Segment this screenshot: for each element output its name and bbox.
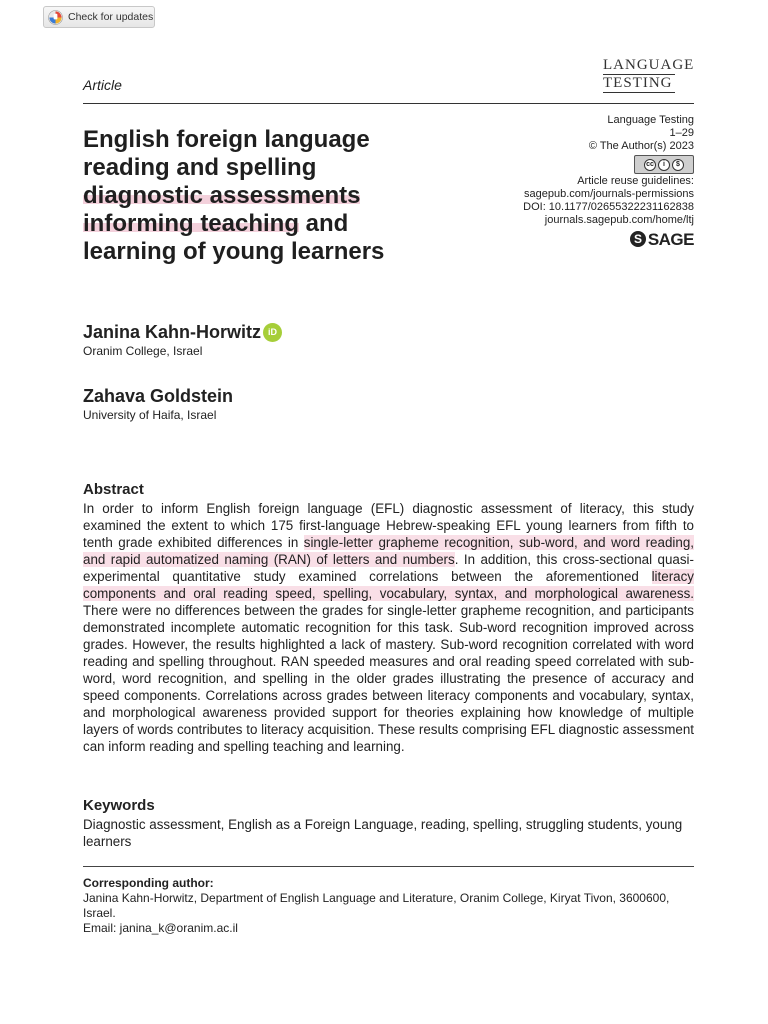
cc-icon: cc: [644, 159, 656, 171]
abstract-highlight-2: literacy components and oral reading speed, spelling, vocabulary, syntax, and morphological awareness.: [83, 569, 694, 601]
check-for-updates-label: Check for updates: [68, 11, 154, 23]
article-title: [83, 126, 443, 266]
page-range: 1–29: [669, 127, 694, 139]
author-1-name: Janina Kahn-Horwitz: [83, 322, 262, 342]
abstract-text-3: There were no differences between the grades for single-letter grapheme recognition, and participants demonstrated incomplete automatic recognition for this task. Sub-word recognition improved across grades. However, the results highlighted a lack of mastery. Sub-word recognition correlated with word reading and spelling throughout. RAN speeded measures and oral reading speed correlated with sub-word, word recognition, and spelling in the older grades illustrating the presence of accuracy and speed components. Correlations across grades between literacy components and vocabulary, syntax, and morphological awareness provided support for theories explaining how knowledge of multiple layers of words contributes to literacy acquisition. These results comprising EFL diagnostic assessment can inform reading and spelling teaching and learning.: [83, 603, 694, 754]
permissions-link[interactable]: sagepub.com/journals-permissions: [524, 188, 694, 200]
journal-home-link[interactable]: journals.sagepub.com/home/ltj: [544, 214, 694, 226]
check-updates-icon: [48, 10, 63, 25]
sage-logo: [630, 231, 694, 247]
corresponding-author: [83, 876, 694, 936]
sage-mark-icon: S: [630, 231, 646, 247]
abstract-text-2: . In addition, this cross-sectional quasi-experimental quantitative study examined correlations between the aforementioned: [83, 552, 694, 584]
orcid-icon[interactable]: iD: [263, 323, 282, 342]
footer-divider: [83, 866, 694, 867]
title-highlight-2: informing teaching: [83, 210, 299, 237]
publisher-name: SAGE: [647, 229, 694, 249]
abstract-body: [83, 500, 694, 755]
author-1: [83, 322, 282, 358]
author-2-name: Zahava Goldstein: [83, 386, 234, 406]
corresponding-author-address: Janina Kahn-Horwitz, Department of English Language and Literature, Oranim College, Kiryat Tivon, 3600600, Israel.: [83, 891, 670, 920]
publication-meta: [454, 114, 694, 247]
abstract-text-1: In order to inform English foreign language (EFL) diagnostic assessment of literacy, this study examined the extent to which 175 first-language Hebrew-speaking EFL young learners from fifth to tenth grade exhibited differences in: [83, 501, 694, 550]
author-2: [83, 386, 233, 422]
corresponding-author-email[interactable]: Email: janina_k@oranim.ac.il: [83, 921, 238, 935]
doi-link[interactable]: DOI: 10.1177/02655322231162838: [523, 201, 694, 213]
title-part-1: English foreign language reading and spelling: [83, 126, 370, 181]
abstract-highlight-1: single-letter grapheme recognition, sub-word, and word reading, and rapid automatized naming (RAN) of letters and numbers: [83, 535, 694, 567]
keywords-list: Diagnostic assessment, English as a Foreign Language, reading, spelling, struggling students, young learners: [83, 817, 683, 849]
header-divider: [83, 103, 694, 104]
reuse-guidelines-label: Article reuse guidelines:: [577, 175, 694, 187]
author-2-affiliation: University of Haifa, Israel: [83, 408, 217, 422]
journal-logo: [603, 57, 693, 93]
creative-commons-badge[interactable]: [634, 155, 694, 174]
author-1-affiliation: Oranim College, Israel: [83, 344, 203, 358]
abstract-heading: Abstract: [83, 481, 144, 498]
journal-logo-line1: LANGUAGE: [603, 57, 695, 73]
check-for-updates-button[interactable]: [43, 6, 155, 28]
keywords-heading: Keywords: [83, 797, 155, 814]
title-part-5: and learning of young learners: [83, 210, 385, 265]
nc-icon: $: [672, 159, 684, 171]
corresponding-author-label: Corresponding author:: [83, 876, 214, 890]
copyright: © The Author(s) 2023: [588, 140, 694, 152]
journal-name: Language Testing: [607, 114, 694, 126]
journal-logo-line2: TESTING: [603, 75, 673, 91]
article-type: Article: [83, 77, 122, 93]
title-highlight-1: diagnostic assessments: [83, 182, 361, 209]
by-icon: i: [658, 159, 670, 171]
